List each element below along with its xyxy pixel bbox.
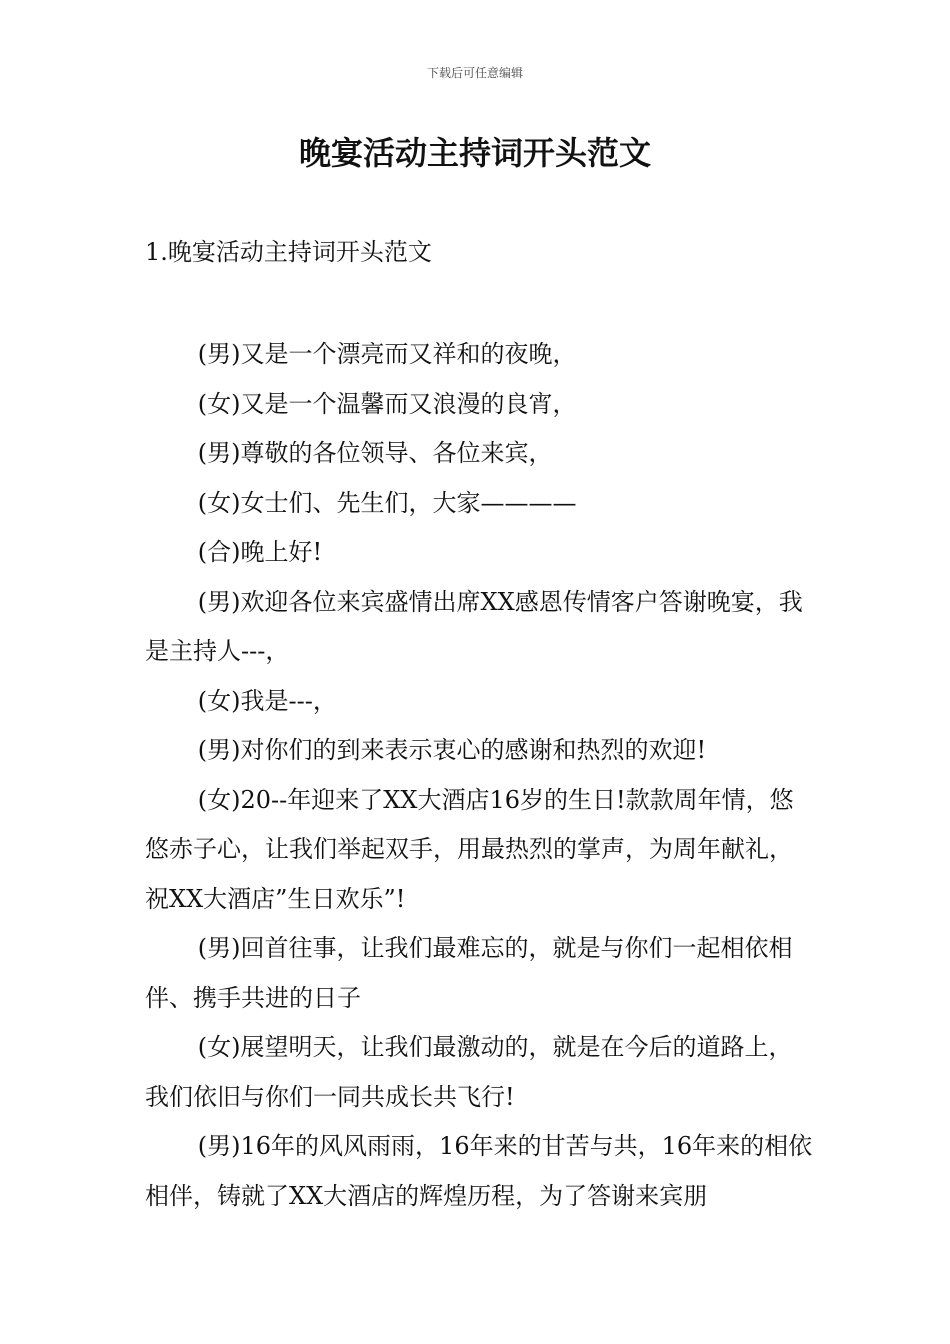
document-title: 晚宴活动主持词开头范文 <box>298 134 651 172</box>
paragraph: (女)又是一个温馨而又浪漫的良宵， <box>197 389 577 418</box>
paragraph: (女)女士们、先生们，大家———— <box>197 488 577 517</box>
section-heading: 1.晚宴活动主持词开头范文 <box>145 238 432 266</box>
header-note: 下载后可任意编辑 <box>426 66 523 80</box>
paragraph: (男)又是一个漂亮而又祥和的夜晚， <box>197 340 577 368</box>
paragraph: (男)尊敬的各位领导、各位来宾， <box>197 439 553 467</box>
paragraph: (男)欢迎各位来宾盛情出席XX感恩传情客户答谢晚宴，我是主持人---， <box>145 587 803 665</box>
paragraph: (女)我是---， <box>197 686 337 715</box>
paragraph: (合)晚上好! <box>197 538 323 566</box>
paragraph: (女)展望明天，让我们最激动的，就是在今后的道路上，我们依旧与你们一同共成长共飞行! <box>145 1033 793 1111</box>
paragraph: (男)回首往事，让我们最难忘的，就是与你们一起相依相伴、携手共进的日子 <box>145 934 793 1012</box>
paragraph: (男)对你们的到来表示衷心的感谢和热烈的欢迎! <box>197 736 707 764</box>
body-text <box>145 330 813 1221</box>
paragraph: (女)20--年迎来了XX大酒店16岁的生日!款款周年情，悠悠赤子心，让我们举起双手，用最热烈的掌声，为周年献礼，祝XX大酒店”生日欢乐”! <box>145 785 794 913</box>
paragraph: (男)16年的风风雨雨，16年来的甘苦与共，16年来的相依相伴，铸就了XX大酒店的辉煌历程，为了答谢来宾朋 <box>145 1132 813 1210</box>
